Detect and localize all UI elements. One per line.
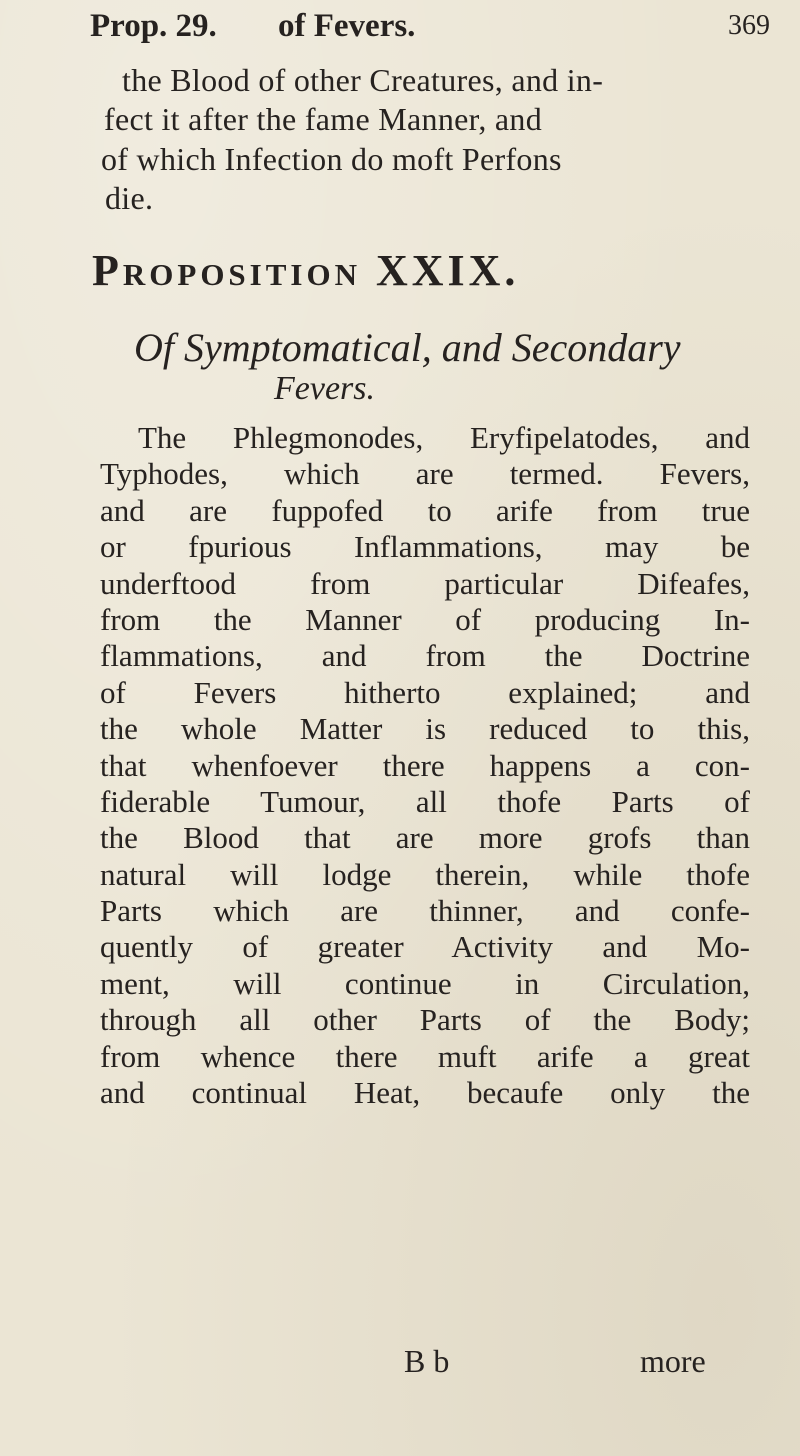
signature-mark: B b (404, 1343, 450, 1379)
body-line: the whole Matter is reduced to this, (100, 711, 750, 747)
body-line: that whenfoever there happens a con- (100, 747, 750, 783)
continuation-line: fect it after the fame Manner, and (104, 101, 543, 137)
continuation-line: the Blood of other Creatures, and in- (122, 62, 604, 98)
catchword: more (640, 1343, 706, 1379)
body-line: and are fuppofed to arife from true (100, 492, 750, 528)
body-line: Typhodes, which are termed. Fevers, (100, 456, 750, 492)
body-line: and continual Heat, becaufe only the (100, 1075, 750, 1111)
continuation-line: of which Infection do moft Perfons (101, 141, 562, 177)
page-number: 369 (728, 10, 770, 41)
proposition-heading-text: Proposition XXIX. (92, 246, 520, 295)
section-subtitle-continued: Fevers. (274, 370, 376, 407)
body-line: from the Manner of producing In- (100, 601, 750, 637)
body-line: quently of greater Activity and Mo- (100, 929, 750, 965)
body-line: or fpurious Inflammations, may be (100, 529, 750, 565)
section-subtitle: Of Symptomatical, and Secondary (134, 325, 681, 370)
body-line: from whence there muft arife a great (100, 1038, 750, 1074)
body-line: the Blood that are more grofs than (100, 820, 750, 856)
body-line: ment, will continue in Circulation, (100, 965, 750, 1001)
body-line: through all other Parts of the Body; (100, 1002, 750, 1038)
body-line: Parts which are thinner, and confe- (100, 893, 750, 929)
body-line: of Fevers hitherto explained; and (100, 674, 750, 710)
body-line: underftood from particular Difeafes, (100, 565, 750, 601)
running-head-title: of Fevers. (278, 8, 416, 44)
body-line: natural will lodge therein, while thofe (100, 856, 750, 892)
body-line: flammations, and from the Doctrine (100, 638, 750, 674)
proposition-heading (92, 245, 519, 296)
continuation-line: die. (105, 180, 154, 216)
running-head-left: Prop. 29. (90, 8, 217, 44)
body-line: fiderable Tumour, all thofe Parts of (100, 783, 750, 819)
running-head (90, 8, 770, 48)
body-paragraph (100, 420, 750, 1111)
body-line: The Phlegmonodes, Eryfipelatodes, and (138, 420, 750, 455)
